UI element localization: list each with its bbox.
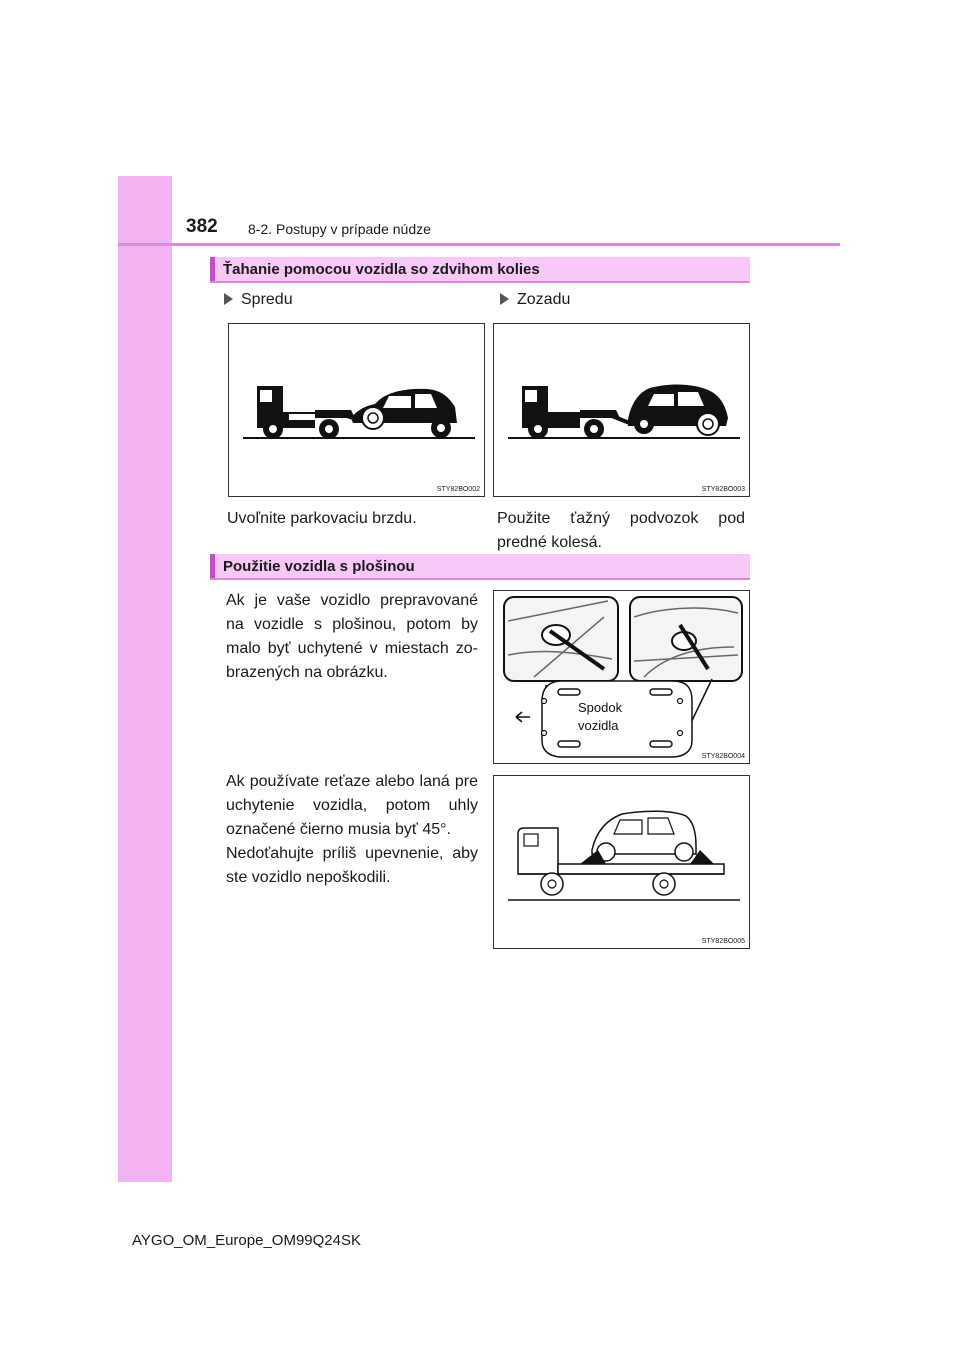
heading-bar	[210, 257, 215, 281]
footer-doc-id: AYGO_OM_Europe_OM99Q24SK	[132, 1232, 361, 1249]
figure-code: STY82BO005	[701, 938, 745, 945]
paragraph-tighten: Nedoťahujte príliš upevnenie, aby ste vozidlo nepoškodili.	[226, 845, 478, 886]
underside-label-line2: vozidla	[578, 718, 619, 733]
figure-rear-tow	[493, 323, 750, 497]
caption-rear: Použite ťažný podvozok pod predné kolesá.	[497, 510, 745, 551]
tie-down-illustration	[494, 591, 750, 764]
section-heading-wheel-lift	[210, 257, 750, 283]
section-title: Ťahanie pomocou vozidla so zdvihom kolies	[223, 261, 540, 278]
caption-front: Uvoľnite parkovaciu brzdu.	[227, 510, 417, 527]
page-number: 382	[186, 216, 218, 237]
subheading-label: Zozadu	[517, 291, 571, 308]
subheading-rear	[500, 291, 570, 309]
tow-truck-rear-illustration	[494, 324, 750, 497]
flatbed-truck-illustration	[494, 776, 750, 949]
figure-flatbed-truck	[493, 775, 750, 949]
heading-bar	[210, 554, 215, 578]
section-heading-flatbed	[210, 554, 750, 580]
figure-code: STY82BO004	[701, 753, 745, 760]
chapter-title: 8-2. Postupy v prípade núdze	[248, 221, 431, 237]
figure-front-tow	[228, 323, 485, 497]
triangle-bullet-icon	[224, 293, 233, 305]
figure-code: STY82BO003	[701, 486, 745, 493]
header-rule	[118, 243, 840, 246]
side-tab	[118, 176, 172, 1182]
figure-code: STY82BO002	[436, 486, 480, 493]
tow-truck-front-illustration	[229, 324, 485, 497]
subheading-label: Spredu	[241, 291, 293, 308]
paragraph-flatbed: Ak je vaše vozidlo prepravované na vozidle s plošinou, potom by malo byť uchytené v miestach zo-brazených na obrázku.	[226, 592, 478, 681]
figure-tie-down-points	[493, 590, 750, 764]
section-title: Použitie vozidla s plošinou	[223, 558, 415, 575]
paragraph-chains: Ak používate reťaze alebo laná pre uchytenie vozidla, potom uhly označené čierno musia byť 45°.	[226, 773, 478, 838]
subheading-front	[224, 291, 293, 309]
triangle-bullet-icon	[500, 293, 509, 305]
underside-label-line1: Spodok	[578, 700, 623, 715]
